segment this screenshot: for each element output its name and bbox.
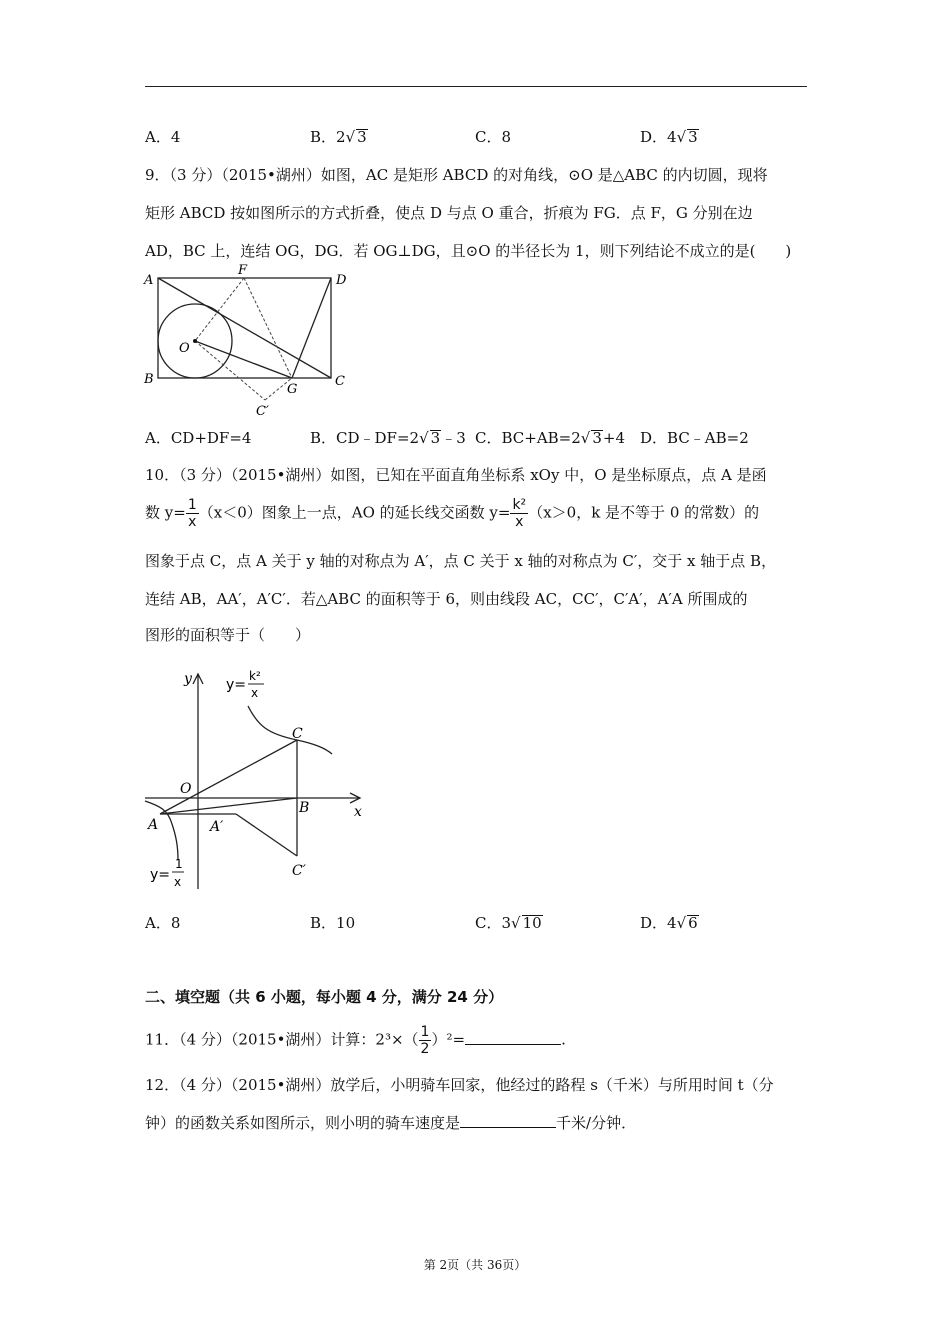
segment-dg <box>292 278 331 378</box>
q11-line: 11．（4 分）（2015•湖州）计算：2³×（ $\frac{1}{2}$ ）²= . <box>145 1024 566 1057</box>
q8-option-b: B．2√ 3 <box>310 128 367 146</box>
label-d: D <box>336 273 347 288</box>
fraction-1-over-2: $\frac{1}{2}$ <box>420 1024 430 1057</box>
q9-line-3: AD，BC 上，连结 OG，DG．若 OG⊥DG，且⊙O 的半径长为 1，则下列结论不成立的是( ) <box>145 242 792 260</box>
eq-top-num: k² <box>249 669 261 683</box>
page-footer: 第 2页（共 36页） <box>423 1258 527 1272</box>
fold-oc <box>195 341 265 400</box>
q9-option-b: B．CD﹣DF=2√ 3﹣3 <box>310 429 466 447</box>
label-y: y <box>184 671 192 687</box>
q8-option-d: D．4√ 3 <box>640 128 698 146</box>
q11-answer-blank <box>465 1030 561 1045</box>
label-a: A <box>148 817 159 833</box>
label-f: F <box>238 263 248 278</box>
q9-option-d: D．BC﹣AB=2 <box>640 429 749 447</box>
q10-line-3: 图象于点 C，点 A 关于 y 轴的对称点为 A′，点 C 关于 x 轴的对称点为 C′，交于 x 轴于点 B， <box>145 552 777 570</box>
fold-fo <box>195 278 244 341</box>
q10-option-d: D．4√ 6 <box>640 914 698 932</box>
q10-line-2: 数 y= $\frac{1}{x}$ （x＜0）图象上一点，AO 的延长线交函数 y= $\frac{\text{k²}}{x}$ （x＞0，k 是不等于 0 的常数）的 <box>145 497 760 530</box>
label-o: O <box>179 341 190 356</box>
q9-line-2: 矩形 ABCD 按如图所示的方式折叠，使点 D 与点 O 重合，折痕为 FG．点 F，G 分别在边 <box>145 204 753 222</box>
label-a: A <box>144 273 154 288</box>
segment-ac <box>160 740 297 814</box>
point-o <box>193 339 197 343</box>
fraction-1-over-x: $\frac{1}{x}$ <box>187 497 197 530</box>
q10-option-a: A．8 <box>145 914 181 932</box>
q10-line-5: 图形的面积等于（ ） <box>145 626 311 644</box>
eq-bottom-num: 1 <box>175 857 183 871</box>
q10-option-b: B．10 <box>310 914 356 932</box>
eq-top-den: x <box>251 686 259 700</box>
eq-bottom-den: x <box>174 875 182 889</box>
segment-ab <box>160 798 297 814</box>
eq-bottom-prefix: y= <box>150 867 171 883</box>
label-x: x <box>354 804 362 820</box>
q12-line-2: 钟）的函数关系如图所示，则小明的骑车速度是 千米/分钟． <box>145 1114 637 1132</box>
section-2-heading: 二、填空题（共 6 小题，每小题 4 分，满分 24 分） <box>145 988 504 1006</box>
fraction-k2-over-x: $\frac{\text{k²}}{x}$ <box>512 497 527 530</box>
label-c-prime: C′ <box>256 404 269 419</box>
q10-figure <box>140 664 380 894</box>
label-c: C <box>292 726 303 742</box>
label-c: C <box>335 374 345 389</box>
q9-line-1: 9．（3 分）（2015•湖州）如图，AC 是矩形 ABCD 的对角线，⊙O 是△ABC 的内切圆，现将 <box>145 166 768 184</box>
diagonal-ac <box>158 278 331 378</box>
q9-option-c: C．BC+AB=2√ 3+4 <box>475 429 626 447</box>
q8-option-a: A．4 <box>145 128 181 146</box>
curve-k2-over-x <box>248 706 332 754</box>
q9-option-a: A．CD+DF=4 <box>145 429 252 447</box>
label-o: O <box>180 781 192 797</box>
eq-top-prefix: y= <box>226 677 247 693</box>
q10-line-4: 连结 AB，AA′，A′C′．若△ABC 的面积等于 6，则由线段 AC，CC′，C′A′，A′A 所围成的 <box>145 590 748 608</box>
header-rule <box>145 86 807 87</box>
q8-option-c: C．8 <box>475 128 512 146</box>
segment-a-prime-c-prime <box>236 814 297 856</box>
q10-option-c: C．3√ 10 <box>475 914 542 932</box>
label-b: B <box>299 800 310 816</box>
label-b: B <box>144 372 154 387</box>
q10-line-1: 10．（3 分）（2015•湖州）如图，已知在平面直角坐标系 xOy 中，O 是坐标原点，点 A 是函 <box>145 466 767 484</box>
label-c-prime: C′ <box>292 863 306 879</box>
q12-answer-blank <box>460 1113 556 1128</box>
label-a-prime: A′ <box>210 819 224 835</box>
q9-figure <box>140 262 360 422</box>
q12-line-1: 12．（4 分）（2015•湖州）放学后，小明骑车回家，他经过的路程 s（千米）与所用时间 t（分 <box>145 1076 774 1094</box>
label-g: G <box>287 382 298 397</box>
